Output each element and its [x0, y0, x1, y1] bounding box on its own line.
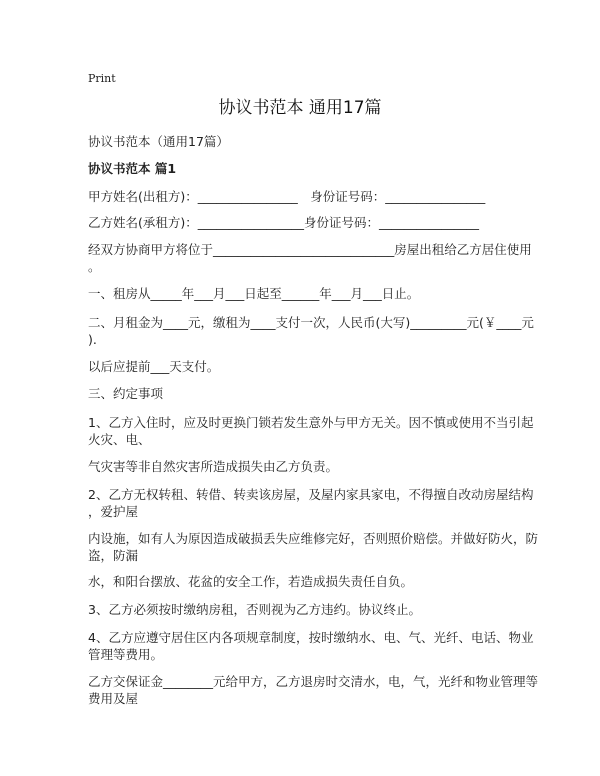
document-subtitle: 协议书范本（通用17篇）: [88, 134, 229, 149]
paragraph-line: 乙方交保证金________元给甲方，乙方退房时交清水，电，气，光纤和物业管理等: [88, 674, 539, 689]
paragraph-line: 甲方姓名(出租方)：________________ 身份证号码：________________: [88, 189, 486, 204]
paragraph-line: 以后应提前___天支付。: [88, 359, 220, 374]
document-title: 协议书范本 通用17篇: [218, 98, 382, 118]
paragraph-line: 费用及屋: [88, 691, 139, 706]
paragraph-line: ，爱护屋: [88, 504, 139, 519]
paragraph-line: 2、乙方无权转租、转借、转卖该房屋，及屋内家具家电，不得擅自改动房屋结构: [88, 487, 534, 502]
paragraph-line: 3、乙方必须按时缴纳房租，否则视为乙方违约。协议终止。: [88, 602, 421, 617]
paragraph-line: 三、约定事项: [88, 386, 164, 401]
paragraph-line: 内设施，如有人为原因造成破损丢失应维修完好，否则照价赔偿。并做好防火，防: [88, 531, 539, 546]
paragraph-line: 乙方姓名(承租方)：_________________身份证号码：________________: [88, 215, 480, 230]
print-label: Print: [88, 72, 116, 85]
paragraph-line: 1、乙方入住时，应及时更换门锁若发生意外与甲方无关。因不慎或使用不当引起: [88, 415, 534, 430]
paragraph-line: 盗，防漏: [88, 548, 139, 563]
paragraph-line: 管理等费用。: [88, 647, 164, 662]
paragraph-line: 。: [88, 259, 101, 274]
paragraph-line: ).: [88, 332, 97, 347]
paragraph-line: 气灾害等非自然灾害所造成损失由乙方负责。: [88, 459, 339, 474]
section-heading: 协议书范本 篇1: [88, 161, 177, 176]
paragraph-line: 火灾、电、: [88, 432, 151, 447]
paragraph-line: 4、乙方应遵守居住区内各项规章制度，按时缴纳水、电、气、光纤、电话、物业: [88, 630, 534, 645]
paragraph-line: 经双方协商甲方将位于_____________________________房屋出租给乙方居住使用: [88, 242, 532, 257]
paragraph-line: 二、月租金为____元，缴租为____支付一次，人民币(大写)_________元(￥____元: [88, 315, 534, 330]
paragraph-line: 水，和阳台摆放、花盆的安全工作，若造成损失责任自负。: [88, 574, 414, 589]
paragraph-line: 一、租房从_____年___月___日起至______年___月___日止。: [88, 286, 420, 301]
